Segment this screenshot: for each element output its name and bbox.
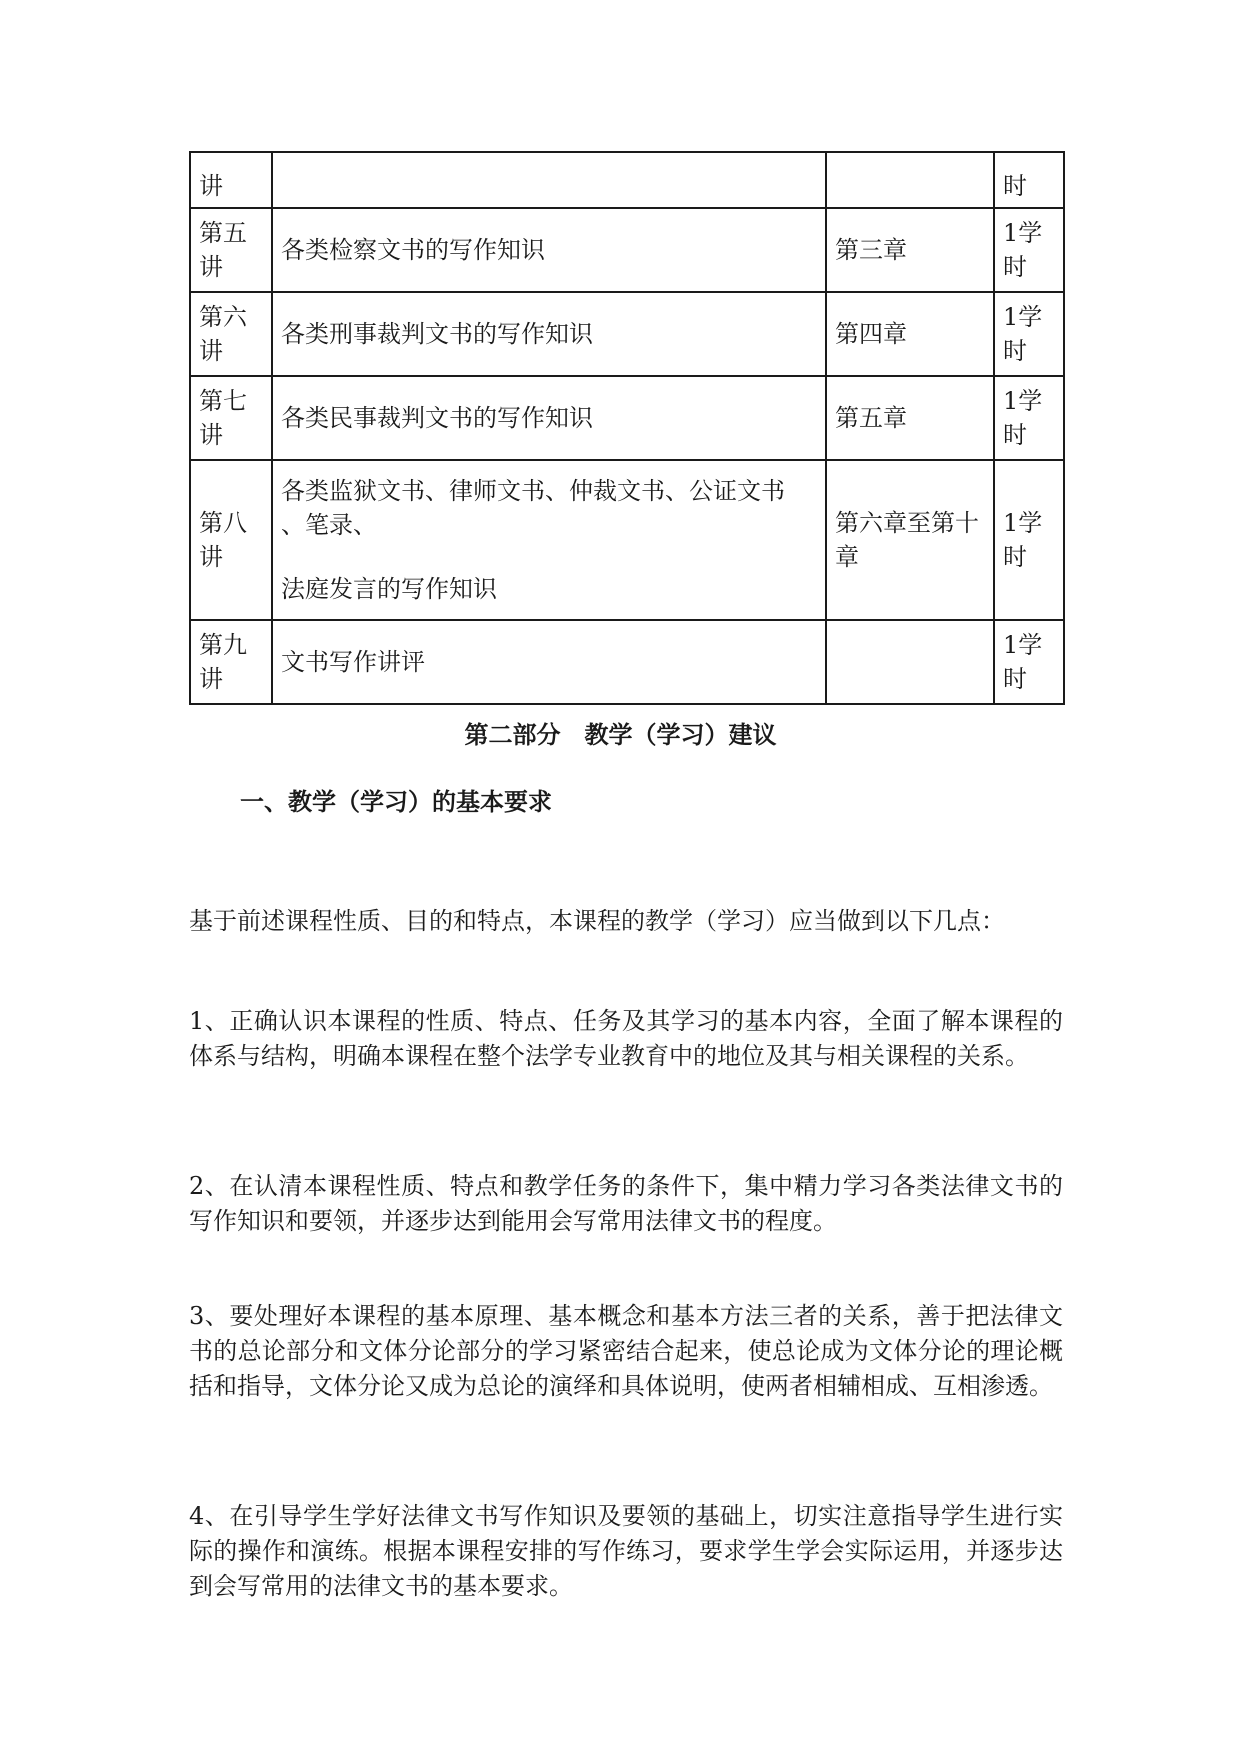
requirement-paragraph-3: 3、要处理好本课程的基本原理、基本概念和基本方法三者的关系，善于把法律文书的总论部分和文体分论部分的学习紧密结合起来，使总论成为文体分论的理论概括和指导，文体分论又成为总论的演绎和具体说明，使两者相辅相成、互相渗透。 [189, 1302, 1063, 1400]
hours-cell: 1学时 [994, 620, 1064, 704]
table-row [190, 292, 1064, 376]
chapter-cell [826, 152, 994, 208]
table-row [190, 460, 1064, 620]
chapter-cell [826, 620, 994, 704]
intro-paragraph: 基于前述课程性质、目的和特点，本课程的教学（学习）应当做到以下几点： [189, 907, 1005, 935]
requirement-paragraph-1: 1、正确认识本课程的性质、特点、任务及其学习的基本内容，全面了解本课程的体系与结构，明确本课程在整个法学专业教育中的地位及其与相关课程的关系。 [189, 1007, 1063, 1070]
table-row [190, 208, 1064, 292]
requirement-paragraph-4: 4、在引导学生学好法律文书写作知识及要领的基础上，切实注意指导学生进行实际的操作和演练。根据本课程安排的写作练习，要求学生学会实际运用，并逐步达到会写常用的法律文书的基本要求。 [189, 1502, 1063, 1600]
hours-cell: 1学时 [994, 460, 1064, 620]
chapter-cell: 第六章至第十章 [826, 460, 994, 620]
hours-cell: 1学时 [994, 208, 1064, 292]
topic-cell: 各类刑事裁判文书的写作知识 [272, 292, 826, 376]
lecture-schedule-table [189, 151, 1065, 705]
topic-cell: 文书写作讲评 [272, 620, 826, 704]
topic-line: 各类监狱文书、律师文书、仲裁文书、公证文书 [281, 477, 785, 505]
topic-cell [272, 152, 826, 208]
table-row [190, 376, 1064, 460]
topic-cell [272, 460, 826, 620]
topic-cell: 各类检察文书的写作知识 [272, 208, 826, 292]
lecture-cell: 第七讲 [190, 376, 272, 460]
hours-cell: 1学时 [994, 292, 1064, 376]
requirement-paragraph-2: 2、在认清本课程性质、特点和教学任务的条件下，集中精力学习各类法律文书的写作知识和要领，并逐步达到能用会写常用法律文书的程度。 [189, 1172, 1063, 1235]
chapter-cell: 第五章 [826, 376, 994, 460]
lecture-cell: 第九讲 [190, 620, 272, 704]
chapter-cell: 第三章 [826, 208, 994, 292]
lecture-cell: 第六讲 [190, 292, 272, 376]
topic-line: 、笔录、 [281, 511, 377, 539]
lecture-cell: 讲 [190, 152, 272, 208]
chapter-cell: 第四章 [826, 292, 994, 376]
hours-cell: 时 [994, 152, 1064, 208]
topic-line: 法庭发言的写作知识 [281, 575, 497, 603]
subsection-title: 一、教学（学习）的基本要求 [240, 787, 552, 816]
lecture-cell: 第八讲 [190, 460, 272, 620]
topic-cell: 各类民事裁判文书的写作知识 [272, 376, 826, 460]
table-row [190, 620, 1064, 704]
topic-line-gap [281, 542, 817, 572]
lecture-cell: 第五讲 [190, 208, 272, 292]
section-title: 第二部分 教学（学习）建议 [464, 720, 777, 749]
hours-cell: 1学时 [994, 376, 1064, 460]
table-row [190, 152, 1064, 208]
